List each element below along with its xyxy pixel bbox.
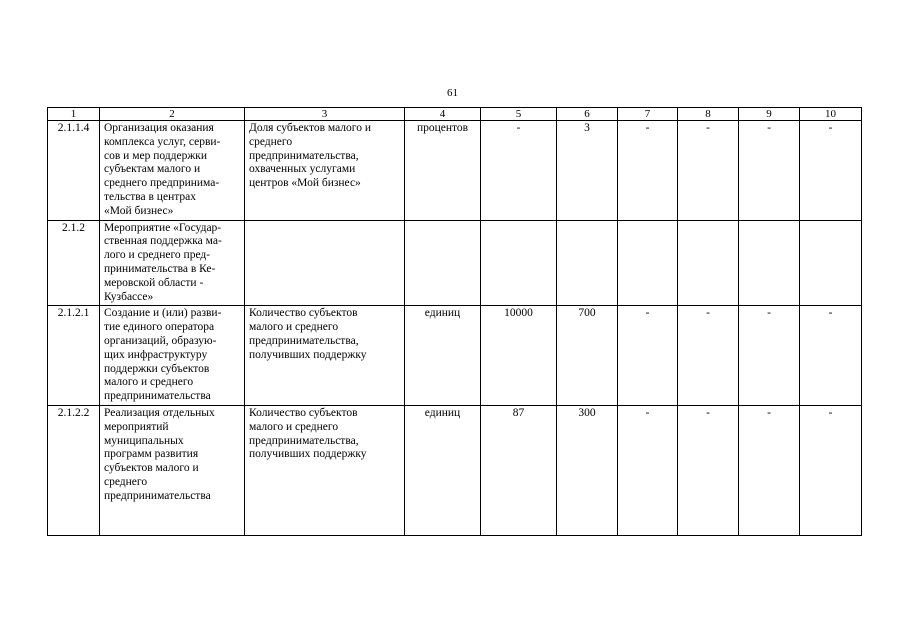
row-indicator: Количество субъектов малого и среднего предпринимательства, получивших поддержку: [245, 306, 405, 406]
row-col8: -: [678, 121, 739, 221]
table-row: [48, 220, 862, 306]
row-col7: -: [618, 405, 678, 535]
row-code: 2.1.1.4: [48, 121, 100, 221]
row-code: 2.1.2.2: [48, 405, 100, 535]
row-col9: -: [739, 405, 800, 535]
row-activity: Реализация отдельных мероприятий муниципальных программ развития субъектов малого и среднего предпринимательства: [100, 405, 245, 535]
row-col6: [557, 220, 618, 306]
row-col5: [481, 220, 557, 306]
table-header-row: [48, 108, 862, 121]
row-col5: 87: [481, 405, 557, 535]
row-col9: -: [739, 121, 800, 221]
row-col8: -: [678, 405, 739, 535]
row-code: 2.1.2.1: [48, 306, 100, 406]
row-col5: 10000: [481, 306, 557, 406]
table-row: [48, 121, 862, 221]
row-col7: -: [618, 121, 678, 221]
row-code: 2.1.2: [48, 220, 100, 306]
indicator-table: [47, 107, 862, 536]
column-header-6: 6: [557, 108, 618, 121]
row-unit: единиц: [405, 306, 481, 406]
row-col7: [618, 220, 678, 306]
row-col6: 300: [557, 405, 618, 535]
row-col8: -: [678, 306, 739, 406]
table-row: [48, 306, 862, 406]
row-col10: -: [800, 306, 862, 406]
row-col7: -: [618, 306, 678, 406]
column-header-3: 3: [245, 108, 405, 121]
row-col6: 3: [557, 121, 618, 221]
column-header-4: 4: [405, 108, 481, 121]
row-col8: [678, 220, 739, 306]
row-indicator: Количество субъектов малого и среднего предпринимательства, получивших поддержку: [245, 405, 405, 535]
table-row: [48, 405, 862, 535]
row-col6: 700: [557, 306, 618, 406]
column-header-7: 7: [618, 108, 678, 121]
column-header-10: 10: [800, 108, 862, 121]
row-unit: [405, 220, 481, 306]
row-col10: -: [800, 121, 862, 221]
row-col9: [739, 220, 800, 306]
page-number: 61: [447, 87, 458, 99]
row-indicator: Доля субъектов малого и среднего предпринимательства, охваченных услугами центров «Мой бизнес»: [245, 121, 405, 221]
column-header-5: 5: [481, 108, 557, 121]
row-activity: Создание и (или) разви- тие единого оператора организаций, образую- щих инфраструктуру поддержки субъектов малого и среднего предпринимательства: [100, 306, 245, 406]
row-indicator: [245, 220, 405, 306]
column-header-8: 8: [678, 108, 739, 121]
column-header-2: 2: [100, 108, 245, 121]
row-col10: [800, 220, 862, 306]
row-col10: -: [800, 405, 862, 535]
row-col9: -: [739, 306, 800, 406]
column-header-1: 1: [48, 108, 100, 121]
column-header-9: 9: [739, 108, 800, 121]
row-col5: -: [481, 121, 557, 221]
row-activity: Мероприятие «Государ- ственная поддержка ма- лого и среднего пред- принимательства в Ке- меровской области - Кузбассе»: [100, 220, 245, 306]
row-activity: Организация оказания комплекса услуг, серви- сов и мер поддержки субъектам малого и среднего предпринима- тельства в центрах «Мой бизнес»: [100, 121, 245, 221]
row-unit: единиц: [405, 405, 481, 535]
row-unit: процентов: [405, 121, 481, 221]
